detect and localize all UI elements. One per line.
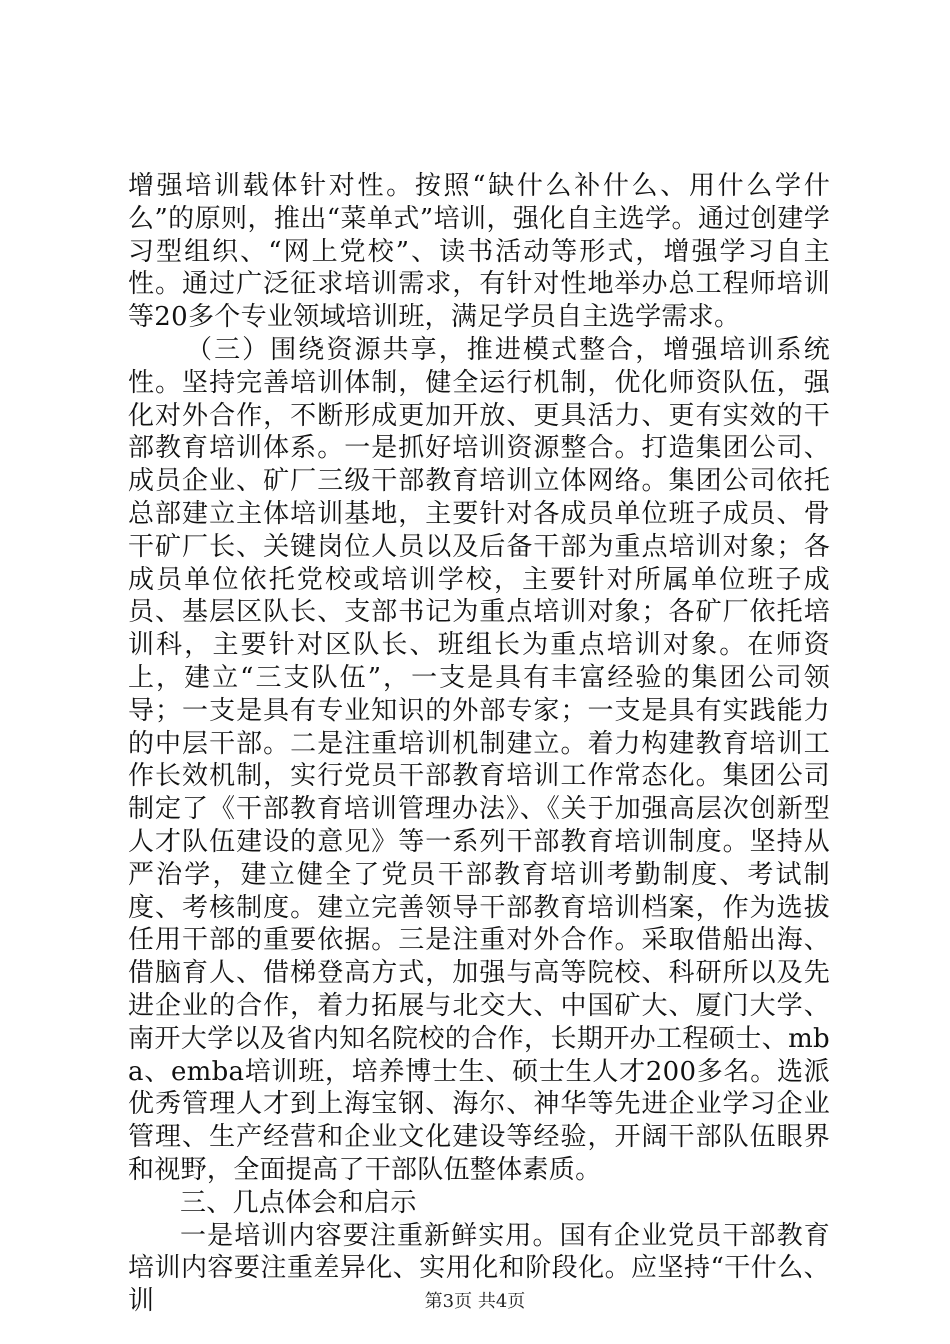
- page-number-footer: 第3页 共4页: [424, 1291, 526, 1312]
- section-heading-insights: 三、几点体会和启示: [180, 1187, 417, 1218]
- document-body: [128, 170, 830, 1318]
- paragraph-training-carrier: 增强培训载体针对性。按照“缺什么补什么、用什么学什么”的原则，推出“菜单式”培训，强化自主选学。通过创建学习型组织、“网上党校”、读书活动等形式，增强学习自主性。通过广泛征求培训需求，有针对性地举办总工程师培训等20多个专业领域培训班，满足学员自主选学需求。: [128, 171, 830, 333]
- paragraph-insight-one: 一是培训内容要注重新鲜实用。国有企业党员干部教育培训内容要注重差异化、实用化和阶段化。应坚持“干什么、训: [128, 1220, 830, 1317]
- paragraph-section-three-resource-sharing: （三）围绕资源共享，推进模式整合，增强培训系统性。坚持完善培训体制，健全运行机制，优化师资队伍，强化对外合作，不断形成更加开放、更具活力、更有实效的干部教育培训体系。一是抓好培训资源整合。打造集团公司、成员企业、矿厂三级干部教育培训立体网络。集团公司依托总部建立主体培训基地，主要针对各成员单位班子成员、骨干矿厂长、关键岗位人员以及后备干部为重点培训对象；各成员单位依托党校或培训学校，主要针对所属单位班子成员、基层区队长、支部书记为重点培训对象；各矿厂依托培训科，主要针对区队长、班组长为重点培训对象。在师资上，建立“三支队伍”，一支是具有丰富经验的集团公司领导；一支是具有专业知识的外部专家；一支是具有实践能力的中层干部。二是注重培训机制建立。着力构建教育培训工作长效机制，实行党员干部教育培训工作常态化。集团公司制定了《干部教育培训管理办法》、《关于加强高层次创新型人才队伍建设的意见》等一系列干部教育培训制度。坚持从严治学，建立健全了党员干部教育培训考勤制度、考试制度、考核制度。建立完善领导干部教育培训档案，作为选拔任用干部的重要依据。三是注重对外合作。采取借船出海、借脑育人、借梯登高方式，加强与高等院校、科研所以及先进企业的合作，着力拓展与北交大、中国矿大、厦门大学、南开大学以及省内知名院校的合作，长期开办工程硕士、mba、emba培训班，培养博士生、硕士生人才200多名。选派优秀管理人才到上海宝钢、海尔、神华等先进企业学习企业管理、生产经营和企业文化建设等经验，开阔干部队伍眼界和视野，全面提高了干部队伍整体素质。: [128, 334, 830, 1185]
